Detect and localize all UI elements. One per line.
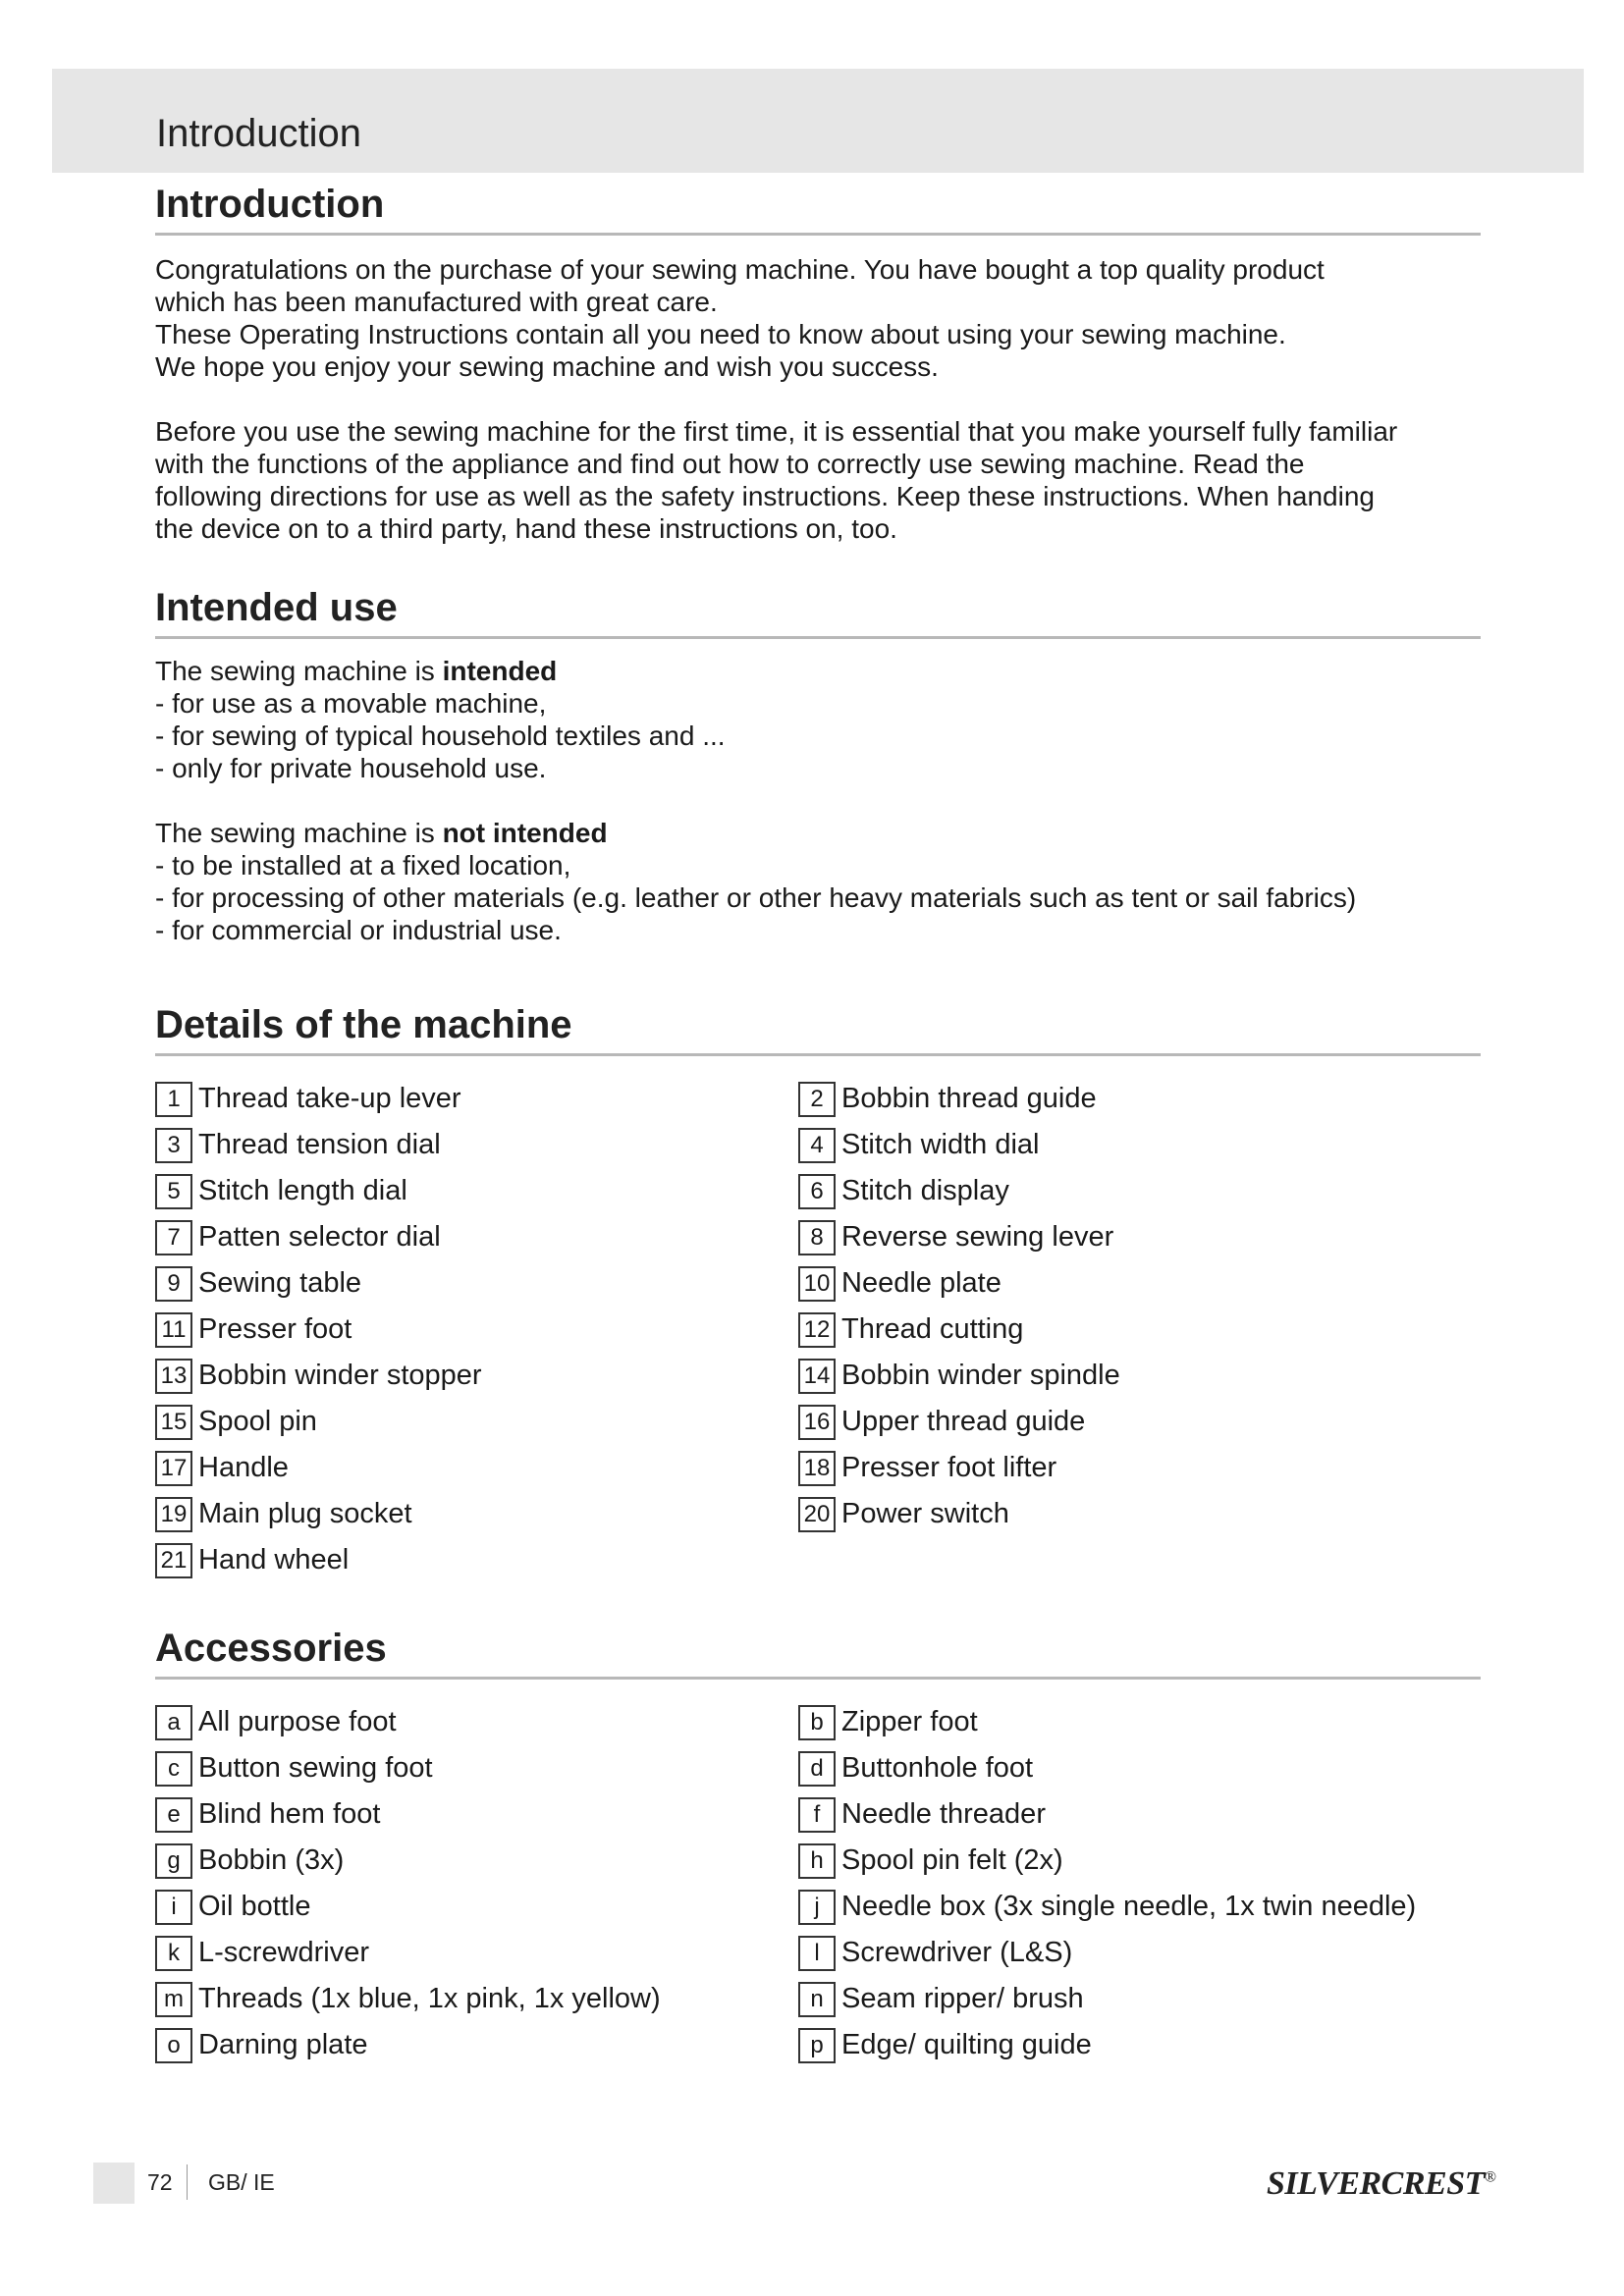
intended-intro bbox=[155, 655, 1481, 687]
detail-key-box: 17 bbox=[155, 1451, 192, 1486]
not-intended-items bbox=[155, 849, 1481, 946]
detail-item bbox=[798, 1076, 1441, 1122]
detail-item bbox=[798, 1214, 1441, 1260]
detail-label: Sewing table bbox=[198, 1267, 362, 1299]
not-intended-prefix: The sewing machine is bbox=[155, 818, 443, 848]
detail-item bbox=[155, 1260, 798, 1307]
accessory-key-box: d bbox=[798, 1751, 836, 1787]
accessory-label: Oil bottle bbox=[198, 1891, 311, 1922]
intro-line: with the functions of the appliance and find out how to correctly use sewing machine. Read the bbox=[155, 449, 1305, 479]
intro-paragraph-2 bbox=[155, 415, 1481, 545]
accessory-item bbox=[155, 1791, 798, 1838]
intended-use-section bbox=[155, 586, 1481, 946]
page-content bbox=[155, 173, 1481, 2068]
detail-label: Hand wheel bbox=[198, 1544, 350, 1575]
detail-key-box: 10 bbox=[798, 1266, 836, 1302]
accessory-key-box: e bbox=[155, 1797, 192, 1833]
accessory-label: Seam ripper/ brush bbox=[841, 1983, 1084, 2014]
detail-label: Stitch display bbox=[841, 1175, 1009, 1206]
detail-item bbox=[798, 1307, 1441, 1353]
detail-label: Thread tension dial bbox=[198, 1129, 441, 1160]
detail-item bbox=[798, 1260, 1441, 1307]
detail-label: Spool pin bbox=[198, 1406, 317, 1437]
accessory-label: Blind hem foot bbox=[198, 1798, 381, 1830]
not-intended-item: - for commercial or industrial use. bbox=[155, 915, 562, 945]
accessory-key-box: c bbox=[155, 1751, 192, 1787]
detail-item bbox=[155, 1353, 798, 1399]
header-title: Introduction bbox=[156, 112, 362, 155]
accessory-key-box: i bbox=[155, 1890, 192, 1925]
accessory-key-box: j bbox=[798, 1890, 836, 1925]
intro-line: Congratulations on the purchase of your sewing machine. You have bought a top quality product bbox=[155, 254, 1325, 285]
detail-item bbox=[155, 1122, 798, 1168]
detail-key-box: 9 bbox=[155, 1266, 192, 1302]
detail-label: Presser foot bbox=[198, 1313, 352, 1345]
intended-item: - for sewing of typical household textiles and ... bbox=[155, 721, 726, 751]
detail-item bbox=[155, 1445, 798, 1491]
accessory-label: Button sewing foot bbox=[198, 1752, 433, 1784]
accessory-label: All purpose foot bbox=[198, 1706, 397, 1737]
intro-paragraph-1 bbox=[155, 253, 1481, 383]
detail-label: Bobbin winder spindle bbox=[841, 1360, 1120, 1391]
accessory-key-box: h bbox=[798, 1843, 836, 1879]
details-heading: Details of the machine bbox=[155, 1003, 1481, 1056]
accessory-key-box: l bbox=[798, 1936, 836, 1971]
detail-label: Patten selector dial bbox=[198, 1221, 441, 1253]
accessory-item bbox=[155, 1930, 798, 1976]
accessories-section bbox=[155, 1627, 1481, 2068]
intended-bold: intended bbox=[442, 656, 558, 686]
accessories-list bbox=[155, 1699, 1481, 2068]
accessory-key-box: b bbox=[798, 1705, 836, 1740]
detail-label: Reverse sewing lever bbox=[841, 1221, 1114, 1253]
brand-name: SILVERCREST bbox=[1267, 2165, 1485, 2202]
accessory-key-box: k bbox=[155, 1936, 192, 1971]
accessory-item bbox=[798, 1791, 1441, 1838]
detail-item bbox=[798, 1122, 1441, 1168]
detail-item bbox=[155, 1168, 798, 1214]
accessory-item bbox=[798, 2022, 1441, 2068]
page-number: 72 bbox=[147, 2169, 173, 2195]
detail-label: Stitch length dial bbox=[198, 1175, 407, 1206]
detail-label: Presser foot lifter bbox=[841, 1452, 1057, 1483]
accessory-key-box: f bbox=[798, 1797, 836, 1833]
accessory-key-box: o bbox=[155, 2028, 192, 2063]
accessory-item bbox=[155, 1745, 798, 1791]
detail-label: Main plug socket bbox=[198, 1498, 412, 1529]
introduction-heading: Introduction bbox=[155, 183, 1481, 236]
detail-item bbox=[155, 1214, 798, 1260]
intended-use-heading: Intended use bbox=[155, 586, 1481, 639]
detail-item bbox=[155, 1399, 798, 1445]
accessory-item bbox=[155, 1976, 798, 2022]
accessory-item bbox=[798, 1930, 1441, 1976]
detail-label: Upper thread guide bbox=[841, 1406, 1086, 1437]
details-section bbox=[155, 1003, 1481, 1583]
detail-item bbox=[798, 1168, 1441, 1214]
detail-item bbox=[155, 1537, 798, 1583]
accessory-key-box: g bbox=[155, 1843, 192, 1879]
detail-key-box: 5 bbox=[155, 1174, 192, 1209]
detail-key-box: 3 bbox=[155, 1128, 192, 1163]
detail-label: Bobbin winder stopper bbox=[198, 1360, 482, 1391]
detail-key-box: 6 bbox=[798, 1174, 836, 1209]
detail-label: Handle bbox=[198, 1452, 289, 1483]
footer-marker bbox=[93, 2163, 135, 2204]
accessory-item bbox=[155, 1884, 798, 1930]
not-intended-item: - for processing of other materials (e.g. leather or other heavy materials such as tent or sail fabrics) bbox=[155, 882, 1357, 913]
accessory-label: Needle threader bbox=[841, 1798, 1046, 1830]
detail-key-box: 19 bbox=[155, 1497, 192, 1532]
accessory-label: Zipper foot bbox=[841, 1706, 978, 1737]
accessory-label: Bobbin (3x) bbox=[198, 1844, 345, 1876]
accessory-item bbox=[155, 1699, 798, 1745]
not-intended-item: - to be installed at a fixed location, bbox=[155, 850, 571, 881]
accessory-item bbox=[798, 1745, 1441, 1791]
detail-item bbox=[155, 1491, 798, 1537]
detail-key-box: 1 bbox=[155, 1082, 192, 1117]
intended-prefix: The sewing machine is bbox=[155, 656, 443, 686]
detail-key-box: 18 bbox=[798, 1451, 836, 1486]
detail-item bbox=[798, 1445, 1441, 1491]
introduction-section bbox=[155, 183, 1481, 545]
accessories-heading: Accessories bbox=[155, 1627, 1481, 1680]
accessory-item bbox=[798, 1884, 1441, 1930]
intended-items bbox=[155, 687, 1481, 784]
detail-key-box: 12 bbox=[798, 1312, 836, 1348]
footer-divider bbox=[187, 2164, 188, 2200]
accessory-label: L-screwdriver bbox=[198, 1937, 370, 1968]
detail-key-box: 14 bbox=[798, 1359, 836, 1394]
intro-line: We hope you enjoy your sewing machine and wish you success. bbox=[155, 351, 939, 382]
detail-item bbox=[155, 1307, 798, 1353]
intended-item: - only for private household use. bbox=[155, 753, 547, 783]
header-band bbox=[52, 69, 1584, 173]
detail-label: Thread cutting bbox=[841, 1313, 1024, 1345]
accessory-label: Darning plate bbox=[198, 2029, 368, 2060]
accessory-label: Spool pin felt (2x) bbox=[841, 1844, 1063, 1876]
accessory-key-box: p bbox=[798, 2028, 836, 2063]
detail-label: Bobbin thread guide bbox=[841, 1083, 1097, 1114]
accessory-label: Buttonhole foot bbox=[841, 1752, 1034, 1784]
accessory-item bbox=[798, 1699, 1441, 1745]
detail-label: Needle plate bbox=[841, 1267, 1001, 1299]
detail-item bbox=[798, 1353, 1441, 1399]
accessory-item bbox=[155, 2022, 798, 2068]
detail-item bbox=[798, 1399, 1441, 1445]
detail-key-box: 8 bbox=[798, 1220, 836, 1255]
accessory-label: Needle box (3x single needle, 1x twin needle) bbox=[841, 1891, 1417, 1922]
not-intended-intro bbox=[155, 817, 1481, 849]
detail-item bbox=[155, 1076, 798, 1122]
brand-trademark: ® bbox=[1484, 2168, 1496, 2186]
detail-key-box: 20 bbox=[798, 1497, 836, 1532]
detail-key-box: 2 bbox=[798, 1082, 836, 1117]
detail-key-box: 7 bbox=[155, 1220, 192, 1255]
footer-locale: GB/ IE bbox=[208, 2169, 275, 2195]
detail-label: Thread take-up lever bbox=[198, 1083, 461, 1114]
detail-key-box: 15 bbox=[155, 1405, 192, 1440]
intro-line: which has been manufactured with great care. bbox=[155, 287, 718, 317]
detail-key-box: 21 bbox=[155, 1543, 192, 1578]
intro-line: the device on to a third party, hand these instructions on, too. bbox=[155, 513, 897, 544]
intro-line: following directions for use as well as the safety instructions. Keep these instructions. When handing bbox=[155, 481, 1375, 511]
detail-key-box: 4 bbox=[798, 1128, 836, 1163]
intro-line: Before you use the sewing machine for the first time, it is essential that you make yourself fully familiar bbox=[155, 416, 1398, 447]
detail-key-box: 13 bbox=[155, 1359, 192, 1394]
details-list bbox=[155, 1076, 1481, 1583]
intended-item: - for use as a movable machine, bbox=[155, 688, 547, 719]
accessory-label: Screwdriver (L&S) bbox=[841, 1937, 1073, 1968]
accessory-item bbox=[155, 1838, 798, 1884]
detail-key-box: 11 bbox=[155, 1312, 192, 1348]
accessory-key-box: m bbox=[155, 1982, 192, 2017]
accessory-item bbox=[798, 1838, 1441, 1884]
detail-label: Power switch bbox=[841, 1498, 1009, 1529]
intro-line: These Operating Instructions contain all you need to know about using your sewing machine. bbox=[155, 319, 1286, 349]
not-intended-bold: not intended bbox=[442, 818, 608, 848]
accessory-label: Threads (1x blue, 1x pink, 1x yellow) bbox=[198, 1983, 661, 2014]
detail-key-box: 16 bbox=[798, 1405, 836, 1440]
detail-item bbox=[798, 1491, 1441, 1537]
detail-label: Stitch width dial bbox=[841, 1129, 1040, 1160]
accessory-key-box: n bbox=[798, 1982, 836, 2017]
accessory-key-box: a bbox=[155, 1705, 192, 1740]
accessory-item bbox=[798, 1976, 1441, 2022]
accessory-label: Edge/ quilting guide bbox=[841, 2029, 1092, 2060]
brand-logo bbox=[1267, 2165, 1496, 2203]
